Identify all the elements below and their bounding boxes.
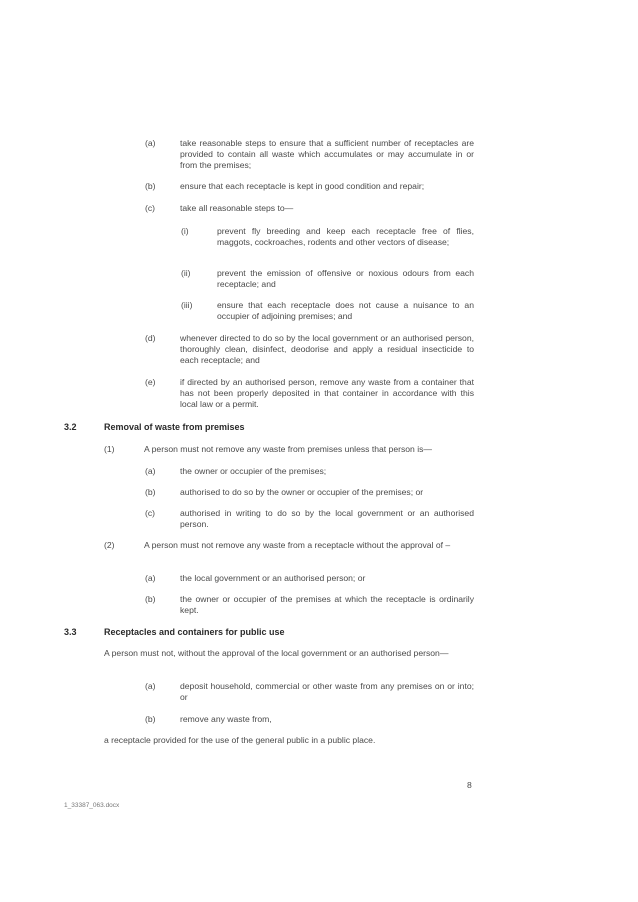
subitem-iii-label: (iii) <box>181 300 193 310</box>
section-3-2-sub2-a-text: the local government or an authorised person; or <box>180 573 366 583</box>
section-3-2-sub1-label: (1) <box>104 444 115 454</box>
subitem-ii-text: prevent the emission of offensive or noxious odours from each receptacle; and <box>217 268 474 289</box>
section-3-2-sub2-text: A person must not remove any waste from a receptacle without the approval of – <box>144 540 451 550</box>
section-3-3-title: Receptacles and containers for public use <box>104 627 285 637</box>
section-3-2-sub2-label: (2) <box>104 540 115 550</box>
section-3-2-sub1-a-label: (a) <box>145 466 156 476</box>
section-3-2-title: Removal of waste from premises <box>104 422 245 432</box>
section-3-3-b-text: remove any waste from, <box>180 714 272 724</box>
subitem-i-label: (i) <box>181 226 189 236</box>
item-c-label: (c) <box>145 203 156 213</box>
footer-file-name: 1_33387_063.docx <box>64 802 120 809</box>
item-a-label: (a) <box>145 138 156 148</box>
subitem-ii-label: (ii) <box>181 268 191 278</box>
section-3-3-number: 3.3 <box>64 627 77 637</box>
section-3-2-sub1-b-label: (b) <box>145 487 156 497</box>
item-b-label: (b) <box>145 181 156 191</box>
section-3-2-sub1-text: A person must not remove any waste from premises unless that person is— <box>144 444 433 454</box>
section-3-2-sub2-a-label: (a) <box>145 573 156 583</box>
item-d-label: (d) <box>145 333 156 343</box>
section-3-3-intro: A person must not, without the approval of the local government or an authorised person— <box>104 648 449 658</box>
item-a-text: take reasonable steps to ensure that a sufficient number of receptacles are provided to contain all waste which accumulates or may accumulate in or from the premises; <box>180 138 474 170</box>
section-3-3-a-text: deposit household, commercial or other waste from any premises on or into; or <box>180 681 474 702</box>
section-3-2-number: 3.2 <box>64 422 77 432</box>
item-d-text: whenever directed to do so by the local government or an authorised person, thoroughly clean, disinfect, deodorise and apply a residual insecticide to each receptacle; and <box>180 333 474 365</box>
item-c-text: take all reasonable steps to— <box>180 203 294 213</box>
item-e-label: (e) <box>145 377 156 387</box>
subitem-iii-text: ensure that each receptacle does not cause a nuisance to an occupier of adjoining premises; and <box>217 300 474 321</box>
section-3-2-sub2-b-label: (b) <box>145 594 156 604</box>
section-3-3-closing: a receptacle provided for the use of the general public in a public place. <box>104 735 376 745</box>
section-3-2-sub1-a-text: the owner or occupier of the premises; <box>180 466 327 476</box>
page-number: 8 <box>467 780 472 790</box>
section-3-2-sub1-c-text: authorised in writing to do so by the local government or an authorised person. <box>180 508 474 529</box>
subitem-i-text: prevent fly breeding and keep each receptacle free of flies, maggots, cockroaches, rodents and other vectors of disease; <box>217 226 474 247</box>
item-b-text: ensure that each receptacle is kept in good condition and repair; <box>180 181 425 191</box>
section-3-3-b-label: (b) <box>145 714 156 724</box>
section-3-2-sub1-c-label: (c) <box>145 508 156 518</box>
section-3-2-sub1-b-text: authorised to do so by the owner or occupier of the premises; or <box>180 487 424 497</box>
section-3-3-a-label: (a) <box>145 681 156 691</box>
item-e-text: if directed by an authorised person, remove any waste from a container that has not been properly deposited in that container in accordance with this local law or a permit. <box>180 377 474 409</box>
section-3-2-sub2-b-text: the owner or occupier of the premises at which the receptacle is ordinarily kept. <box>180 594 474 615</box>
